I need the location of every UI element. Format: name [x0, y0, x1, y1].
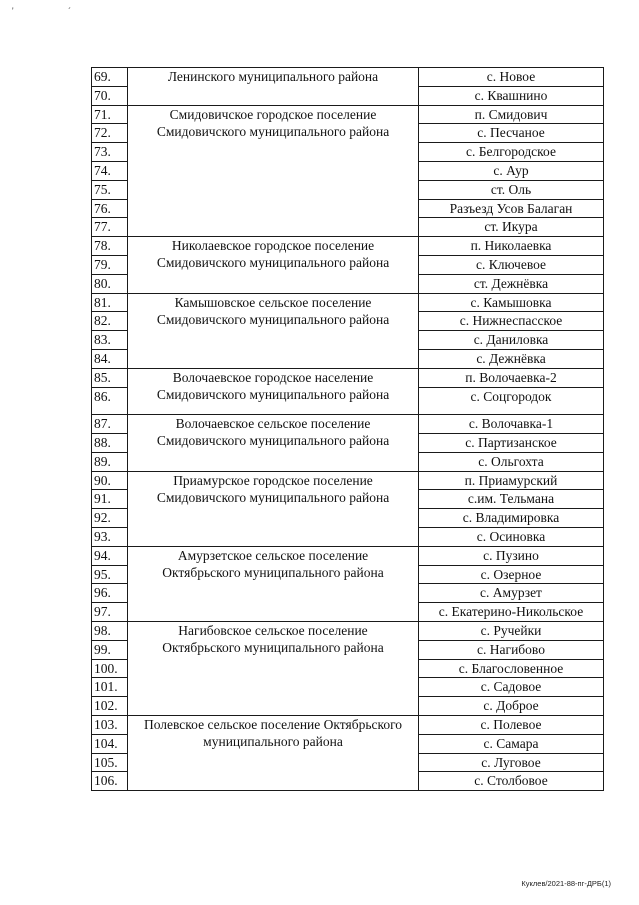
table-row: [92, 293, 604, 312]
village-name: с. Благословенное: [419, 659, 604, 678]
row-number: 104.: [92, 734, 128, 753]
row-number: 103.: [92, 715, 128, 734]
village-name: п. Приамурский: [419, 471, 604, 490]
village-name: п. Волочаевка-2: [419, 368, 604, 387]
village-name: ст. Икура: [419, 218, 604, 237]
row-number: 77.: [92, 218, 128, 237]
row-number: 86.: [92, 387, 128, 415]
row-number: 71.: [92, 105, 128, 124]
village-name: с. Соцгородок: [419, 387, 604, 415]
table-row: [92, 68, 604, 87]
row-number: 87.: [92, 415, 128, 434]
row-number: 76.: [92, 199, 128, 218]
row-number: 73.: [92, 143, 128, 162]
village-name: п. Николаевка: [419, 237, 604, 256]
row-number: 100.: [92, 659, 128, 678]
village-name: п. Смидович: [419, 105, 604, 124]
table-row: [92, 715, 604, 734]
village-name: с. Озерное: [419, 565, 604, 584]
row-number: 83.: [92, 331, 128, 350]
village-name: с. Садовое: [419, 678, 604, 697]
settlement-name: Приамурское городское поселение Смидовичского муниципального района: [128, 471, 419, 546]
village-name: с. Владимировка: [419, 509, 604, 528]
village-name: с. Луговое: [419, 753, 604, 772]
village-name: с. Нагибово: [419, 640, 604, 659]
row-number: 74.: [92, 161, 128, 180]
village-name: с. Новое: [419, 68, 604, 87]
row-number: 79.: [92, 255, 128, 274]
village-name: с. Нижнеспасское: [419, 312, 604, 331]
settlement-name: Ленинского муниципального района: [128, 68, 419, 106]
table-row: [92, 546, 604, 565]
village-name: с. Ключевое: [419, 255, 604, 274]
village-name: с. Дежнёвка: [419, 349, 604, 368]
settlements-table-body: [92, 68, 604, 791]
settlement-name: Волочаевское сельское поселение Смидовичского муниципального района: [128, 415, 419, 471]
row-number: 101.: [92, 678, 128, 697]
village-name: ст. Оль: [419, 180, 604, 199]
row-number: 94.: [92, 546, 128, 565]
row-number: 93.: [92, 528, 128, 547]
row-number: 84.: [92, 349, 128, 368]
row-number: 85.: [92, 368, 128, 387]
village-name: с. Амурзет: [419, 584, 604, 603]
row-number: 89.: [92, 452, 128, 471]
row-number: 78.: [92, 237, 128, 256]
row-number: 72.: [92, 124, 128, 143]
settlement-name: Камышовское сельское поселение Смидовичского муниципального района: [128, 293, 419, 368]
village-name: с. Волочавка-1: [419, 415, 604, 434]
village-name: с. Аур: [419, 161, 604, 180]
village-name: с. Столбовое: [419, 772, 604, 791]
village-name: с. Екатерино-Никольское: [419, 603, 604, 622]
settlements-table: [91, 67, 604, 791]
table-row: [92, 471, 604, 490]
table-row: [92, 368, 604, 387]
settlement-name: Амурзетское сельское поселение Октябрьского муниципального района: [128, 546, 419, 621]
scan-marks: ' ˊ: [12, 6, 97, 16]
village-name: с. Доброе: [419, 697, 604, 716]
row-number: 91.: [92, 490, 128, 509]
settlement-name: Николаевское городское поселение Смидовичского муниципального района: [128, 237, 419, 293]
settlement-name: Волочаевское городское население Смидовичского муниципального района: [128, 368, 419, 414]
village-name: с. Квашнино: [419, 86, 604, 105]
table-row: [92, 105, 604, 124]
row-number: 82.: [92, 312, 128, 331]
document-footer-code: Куклев/2021-88-пг-ДРБ(1): [521, 879, 611, 888]
row-number: 69.: [92, 68, 128, 87]
row-number: 95.: [92, 565, 128, 584]
row-number: 99.: [92, 640, 128, 659]
row-number: 70.: [92, 86, 128, 105]
row-number: 80.: [92, 274, 128, 293]
village-name: с. Партизанское: [419, 434, 604, 453]
row-number: 98.: [92, 622, 128, 641]
settlement-name: Нагибовское сельское поселение Октябрьского муниципального района: [128, 622, 419, 716]
row-number: 102.: [92, 697, 128, 716]
row-number: 75.: [92, 180, 128, 199]
village-name: с. Осиновка: [419, 528, 604, 547]
village-name: с. Самара: [419, 734, 604, 753]
row-number: 92.: [92, 509, 128, 528]
table-row: [92, 622, 604, 641]
village-name: с. Ручейки: [419, 622, 604, 641]
table-row: [92, 415, 604, 434]
row-number: 106.: [92, 772, 128, 791]
row-number: 81.: [92, 293, 128, 312]
row-number: 90.: [92, 471, 128, 490]
village-name: с. Полевое: [419, 715, 604, 734]
village-name: с.им. Тельмана: [419, 490, 604, 509]
row-number: 96.: [92, 584, 128, 603]
village-name: Разъезд Усов Балаган: [419, 199, 604, 218]
village-name: с. Ольгохта: [419, 452, 604, 471]
table-row: [92, 237, 604, 256]
settlement-name: Смидовичское городское поселение Смидовичского муниципального района: [128, 105, 419, 237]
village-name: ст. Дежнёвка: [419, 274, 604, 293]
village-name: с. Белгородское: [419, 143, 604, 162]
village-name: с. Песчаное: [419, 124, 604, 143]
row-number: 97.: [92, 603, 128, 622]
row-number: 105.: [92, 753, 128, 772]
village-name: с. Даниловка: [419, 331, 604, 350]
settlement-name: Полевское сельское поселение Октябрьского муниципального района: [128, 715, 419, 790]
village-name: с. Камышовка: [419, 293, 604, 312]
village-name: с. Пузино: [419, 546, 604, 565]
row-number: 88.: [92, 434, 128, 453]
